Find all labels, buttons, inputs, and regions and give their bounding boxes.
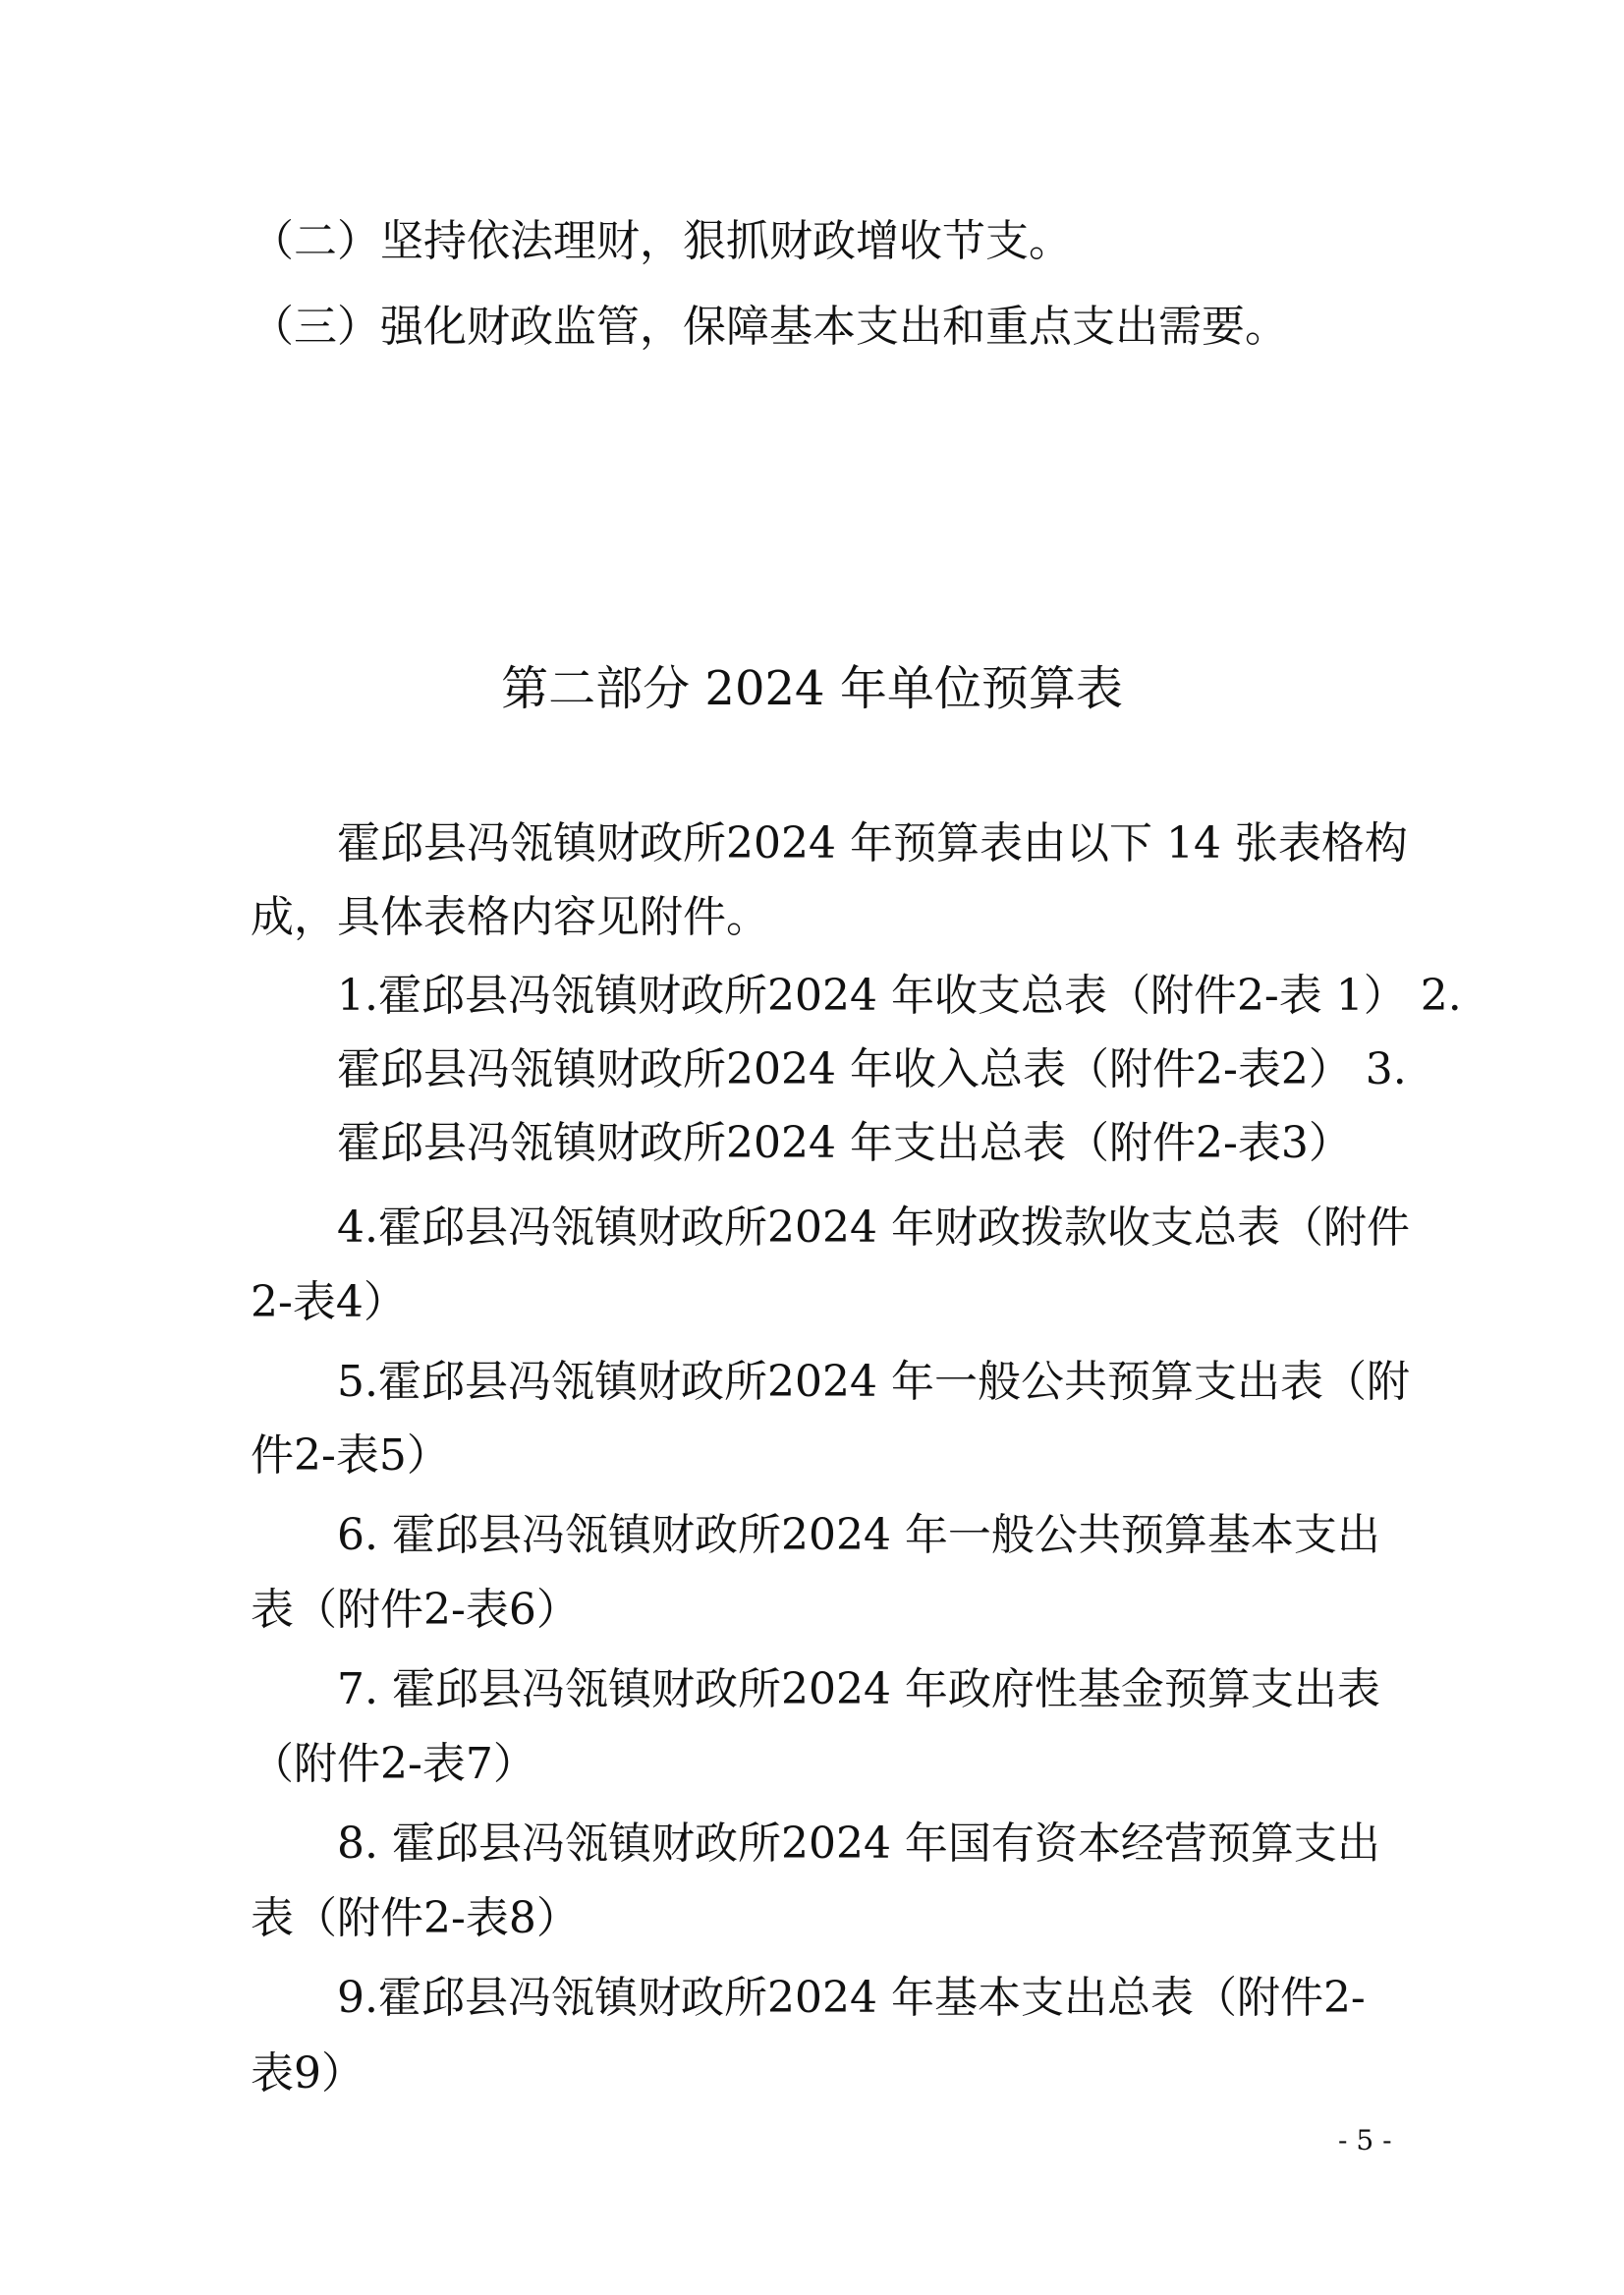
attachment-list-line-5: 2-表4） [251, 1277, 407, 1327]
attachment-list-line-14: 9.霍邱县冯瓴镇财政所2024 年基本支出总表（附件2- [337, 1973, 1366, 2023]
policy-item-2: （二）坚持依法理财，狠抓财政增收节支。 [251, 216, 1072, 266]
attachment-list-line-3: 霍邱县冯瓴镇财政所2024 年支出总表（附件2-表3） [337, 1118, 1352, 1168]
attachment-list-line-7: 件2-表5） [251, 1430, 450, 1481]
attachment-list-line-13: 表（附件2-表8） [251, 1893, 580, 1943]
attachment-list-line-8: 6. 霍邱县冯瓴镇财政所2024 年一般公共预算基本支出 [337, 1510, 1380, 1560]
attachment-list-line-2: 霍邱县冯瓴镇财政所2024 年收入总表（附件2-表2） 3. [337, 1044, 1407, 1094]
policy-item-3: （三）强化财政监管，保障基本支出和重点支出需要。 [251, 302, 1288, 352]
attachment-list-line-6: 5.霍邱县冯瓴镇财政所2024 年一般公共预算支出表（附 [337, 1357, 1410, 1407]
attachment-list-line-4: 4.霍邱县冯瓴镇财政所2024 年财政拨款收支总表（附件 [337, 1203, 1410, 1253]
page-number: - 5 - [1338, 2124, 1392, 2156]
attachment-list-line-12: 8. 霍邱县冯瓴镇财政所2024 年国有资本经营预算支出 [337, 1819, 1380, 1869]
attachment-list-line-9: 表（附件2-表6） [251, 1585, 580, 1635]
attachment-list-line-15: 表9） [251, 2048, 364, 2099]
attachment-list-line-11: （附件2-表7） [251, 1739, 536, 1789]
section-title: 第二部分 2024 年单位预算表 [501, 661, 1123, 716]
attachment-list-line-10: 7. 霍邱县冯瓴镇财政所2024 年政府性基金预算支出表 [337, 1664, 1380, 1714]
intro-line-2: 成，具体表格内容见附件。 [251, 892, 769, 942]
intro-line-1: 霍邱县冯瓴镇财政所2024 年预算表由以下 14 张表格构 [337, 818, 1408, 868]
attachment-list-line-1: 1.霍邱县冯瓴镇财政所2024 年收支总表（附件2-表 1） 2. [337, 971, 1462, 1021]
